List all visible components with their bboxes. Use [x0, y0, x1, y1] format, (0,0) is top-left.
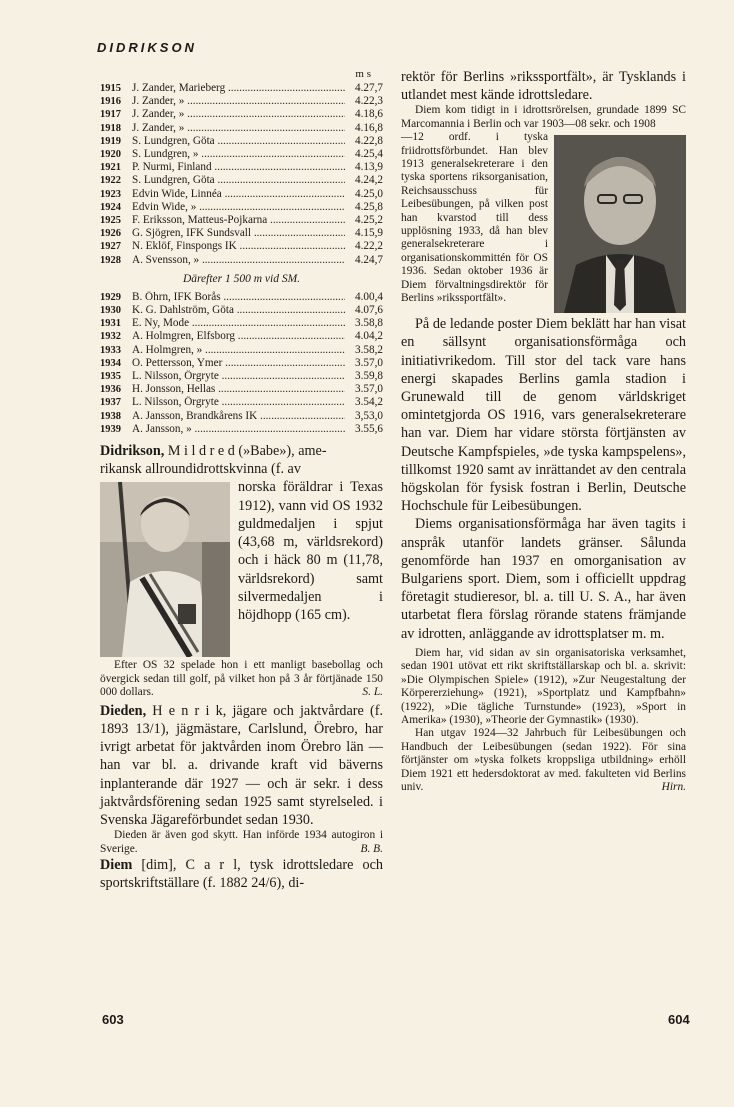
- record-name: Edvin Wide, Linnéa .....: [132, 188, 345, 201]
- record-row: [100, 161, 383, 174]
- diem-para-2-wrap: —12 ordf. i tyska friidrottsförbundet. Han blev 1913 generalsekreterare i den tyska sportens riksorganisation, Reichsausschuss für Leibesübungen, på vilken post han kvarstod till dess upplösning 1933, då han blev generalsekreterare i organisationskommittén för OS 1936. Sedan oktober 1936 är Diem förvaltningsdirektör för Berlins »rikssportfält».: [401, 131, 548, 305]
- running-header: DIDRIKSON: [97, 40, 197, 55]
- record-row: [100, 240, 383, 253]
- signature-diem: Hirn.: [661, 780, 686, 793]
- record-name: O. Pettersson, Ymer .....: [132, 357, 345, 370]
- diem-para-1: rektör för Berlins »rikssportfält», är Tysklands i utlandet mest kände idrottsledare.: [401, 69, 686, 104]
- record-time: 4.24,2: [355, 174, 383, 187]
- record-row: [100, 95, 383, 108]
- record-year: 1922: [100, 175, 121, 187]
- record-row: [100, 214, 383, 227]
- record-year: 1935: [100, 371, 121, 383]
- page-number-right: 604: [668, 1012, 690, 1027]
- record-name: J. Zander, » .....: [132, 122, 345, 135]
- photo-diem: [554, 135, 686, 313]
- record-row: [100, 383, 383, 396]
- record-year: 1929: [100, 291, 121, 303]
- entry-dieden: Dieden, H e n r i k, jägare och jaktvårdare (f. 1893 13/1), jägmästare, Carlslund, Örebro, har ivrigt arbetat för jaktvården inom Örebro län — han var bl. a. drivande kraft vid bäverns inplanterande där 1927 — och är sekr. i dess jaktvårdsförening sedan 1925 samt styrelseled. i Svenska Jägareförbundet sedan 1930.: [100, 702, 383, 828]
- record-name: S. Lundgren, Göta .....: [132, 135, 345, 148]
- record-time: 4.25,4: [355, 148, 383, 161]
- record-year: 1915: [100, 83, 121, 94]
- record-row: [100, 423, 383, 436]
- record-time: 4.25,0: [355, 187, 383, 200]
- record-name: N. Eklöf, Finspongs IK .....: [132, 240, 345, 253]
- record-row: [100, 201, 383, 214]
- record-name: Edvin Wide, » .....: [132, 201, 345, 214]
- record-time: 4.18,6: [355, 108, 383, 121]
- right-column: [401, 68, 686, 794]
- record-row: [100, 396, 383, 409]
- record-name: H. Jonsson, Hellas .....: [132, 383, 345, 396]
- record-time: 4.07,6: [355, 304, 383, 317]
- record-name: G. Sjögren, IFK Sundsvall .....: [132, 227, 345, 240]
- record-name: J. Zander, » .....: [132, 108, 345, 121]
- record-year: 1939: [100, 423, 121, 435]
- record-year: 1921: [100, 162, 121, 174]
- record-row: [100, 317, 383, 330]
- record-time: 4.24,7: [355, 253, 383, 266]
- didrikson-note: Efter OS 32 spelade hon i ett manligt basebollag och övergick sedan till golf, på vilket hon på 3 år förtjänade 150 000 dollars. S. L.: [100, 659, 383, 699]
- record-row: [100, 174, 383, 187]
- record-name: F. Eriksson, Matteus-Pojkarna .....: [132, 214, 345, 227]
- record-time: 4.22,2: [355, 240, 383, 253]
- record-name: L. Nilsson, Örgryte .....: [132, 396, 345, 409]
- record-name: A. Jansson, » .....: [132, 423, 345, 436]
- entry-diem: Diem [dim], C a r l, tysk idrottsledare och sportskriftställare (f. 1882 24/6), di-: [100, 856, 383, 892]
- diem-para-5: Diem har, vid sidan av sin organisatoriska verksamhet, sedan 1901 utövat ett rikt skriftställarskap och bl. a. skrivit: »Die Olympischen Spiele» (1912), »Zur Neugestaltung der Körpererziehung» (1921), »Sportplatz und Kampfbahn» (1922), »Die tägliche Turnstunde» (1923), »Sport in Amerika» (1930), »Theorie der Gymnastik» (1930).: [401, 646, 686, 726]
- record-name: L. Nilsson, Örgryte .....: [132, 370, 345, 383]
- record-time: 4.22,8: [355, 134, 383, 147]
- record-row: [100, 410, 383, 423]
- record-year: 1936: [100, 384, 121, 396]
- record-name: S. Lundgren, Göta .....: [132, 174, 345, 187]
- record-name: J. Zander, Marieberg .....: [132, 82, 345, 95]
- record-time: 3.59,8: [355, 370, 383, 383]
- record-time: 4.15,9: [355, 227, 383, 240]
- record-year: 1920: [100, 149, 121, 161]
- record-row: [100, 304, 383, 317]
- record-time: 3.54,2: [355, 396, 383, 409]
- record-year: 1919: [100, 135, 121, 147]
- record-year: 1926: [100, 228, 121, 240]
- record-name: A. Jansson, Brandkårens IK .....: [132, 410, 345, 423]
- record-year: 1925: [100, 215, 121, 227]
- diem-para-2-top: Diem kom tidigt in i idrottsrörelsen, grundade 1899 SC Marcomannia i Berlin och var 1903—08 sekr. och 1908: [401, 104, 686, 130]
- record-name: E. Ny, Mode .....: [132, 317, 345, 330]
- record-year: 1917: [100, 109, 121, 121]
- record-year: 1924: [100, 201, 121, 213]
- record-name: S. Lundgren, » .....: [132, 148, 345, 161]
- record-name: A. Holmgren, Elfsborg .....: [132, 330, 345, 343]
- records-table-b: [100, 291, 383, 436]
- record-year: 1918: [100, 122, 121, 134]
- record-time: 4.22,3: [355, 95, 383, 108]
- record-time: 3.58,2: [355, 343, 383, 356]
- record-year: 1930: [100, 305, 121, 317]
- record-name: J. Zander, » .....: [132, 95, 345, 108]
- diem-para-4: Diems organisationsförmåga har även tagits i anspråk utanför landets gränser. Sålunda genomförde han 1937 en omorganisation av Bulgariens sport. Diem, som i officiellt uppdrag företagit studieresor, bl. a. till U. S. A., har även utarbetat flera förslag rörande statens främjande av idrotten, anläggande av idrottsplatser m. m.: [401, 516, 686, 642]
- entry-didrikson-intro: Didrikson, M i l d r e d (»Babe»), ame- rikansk allroundidrottskvinna (f. av: [100, 443, 327, 478]
- record-year: 1938: [100, 410, 121, 422]
- headword-dieden: Dieden,: [100, 702, 147, 719]
- record-row: [100, 108, 383, 121]
- record-time: 4.25,8: [355, 200, 383, 213]
- record-row: [100, 254, 383, 267]
- record-time: 3,53,0: [355, 409, 383, 422]
- record-time: 4.16,8: [355, 121, 383, 134]
- headword-didrikson: Didrikson,: [100, 443, 165, 460]
- unit-header: m s: [355, 68, 371, 80]
- signature-didrikson: S. L.: [362, 686, 383, 699]
- record-name: A. Holmgren, » .....: [132, 344, 345, 357]
- record-year: 1923: [100, 188, 121, 200]
- headword-diem: Diem: [100, 856, 133, 873]
- dieden-note: Dieden är även god skytt. Han införde 1934 autogiron i Sverige. B. B.: [100, 829, 383, 855]
- record-row: [100, 344, 383, 357]
- record-row: [100, 357, 383, 370]
- record-time: 3.57,0: [355, 383, 383, 396]
- record-row: [100, 188, 383, 201]
- record-row: [100, 135, 383, 148]
- record-year: 1937: [100, 397, 121, 409]
- page-number-left: 603: [102, 1012, 124, 1027]
- record-time: 4.00,4: [355, 290, 383, 303]
- record-year: 1932: [100, 331, 121, 343]
- record-year: 1931: [100, 318, 121, 330]
- record-time: 4.04,2: [355, 330, 383, 343]
- record-year: 1916: [100, 96, 121, 108]
- records-subheading: Därefter 1 500 m vid SM.: [182, 272, 301, 285]
- record-row: [100, 330, 383, 343]
- record-name: K. G. Dahlström, Göta .....: [132, 304, 345, 317]
- record-row: [100, 82, 383, 95]
- record-row: [100, 227, 383, 240]
- record-year: 1934: [100, 357, 121, 369]
- record-year: 1928: [100, 254, 121, 266]
- record-year: 1927: [100, 241, 121, 253]
- record-time: 4.27,7: [355, 82, 383, 94]
- didrikson-body: norska föräldrar i Texas 1912), vann vid OS 1932 guldmedaljen i spjut (43,68 m, världsrekord) och i häck 80 m (11,78, världsrekord) samt silvermedaljen i höjdhopp (165 cm).: [238, 479, 383, 623]
- photo-didrikson: [100, 482, 230, 657]
- record-year: 1933: [100, 344, 121, 356]
- diem-para-6: Han utgav 1924—32 Jahrbuch für Leibesübungen och Handbuch der Leibesübungen (sedan 1922). För sina förtjänster om »tyska folkets kroppsliga utbildning» erhöll Diem 1921 ett hedersdoktorat av med. fakulteten vid Berlins univ. Hirn.: [401, 727, 686, 793]
- diem-para-3: På de ledande poster Diem beklätt har han visat en sällsynt organisationsförmåga och initiativrikedom. Till stor del tack vare hans energi skapades Berlins gamla stadion i Grunewald till de genom världskriget omintetgjorda OS 1916, vars generalsekreterare han var. Diem har vidare största förtjänsten av Deutsche Kampfspieles, »de tyska kampspelens», tillkomst 1920 samt av inrättandet av den centrala högskolan för fysisk fostran i Berlin, Deutsche Hochschule für Leibesübungen.: [401, 316, 686, 515]
- record-name: B. Öhrn, IFK Borås .....: [132, 291, 345, 304]
- record-time: 3.58,8: [355, 317, 383, 330]
- record-row: [100, 148, 383, 161]
- left-column: [100, 68, 383, 892]
- record-row: [100, 122, 383, 135]
- record-time: 4.25,2: [355, 214, 383, 227]
- record-row: [100, 370, 383, 383]
- record-time: 4.13,9: [355, 161, 383, 174]
- record-row: [100, 291, 383, 304]
- records-table-a: [100, 82, 383, 267]
- record-time: 3.57,0: [355, 356, 383, 369]
- signature-dieden: B. B.: [360, 842, 383, 855]
- record-time: 3.55,6: [355, 422, 383, 435]
- record-name: P. Nurmi, Finland .....: [132, 161, 345, 174]
- record-name: A. Svensson, » .....: [132, 254, 345, 267]
